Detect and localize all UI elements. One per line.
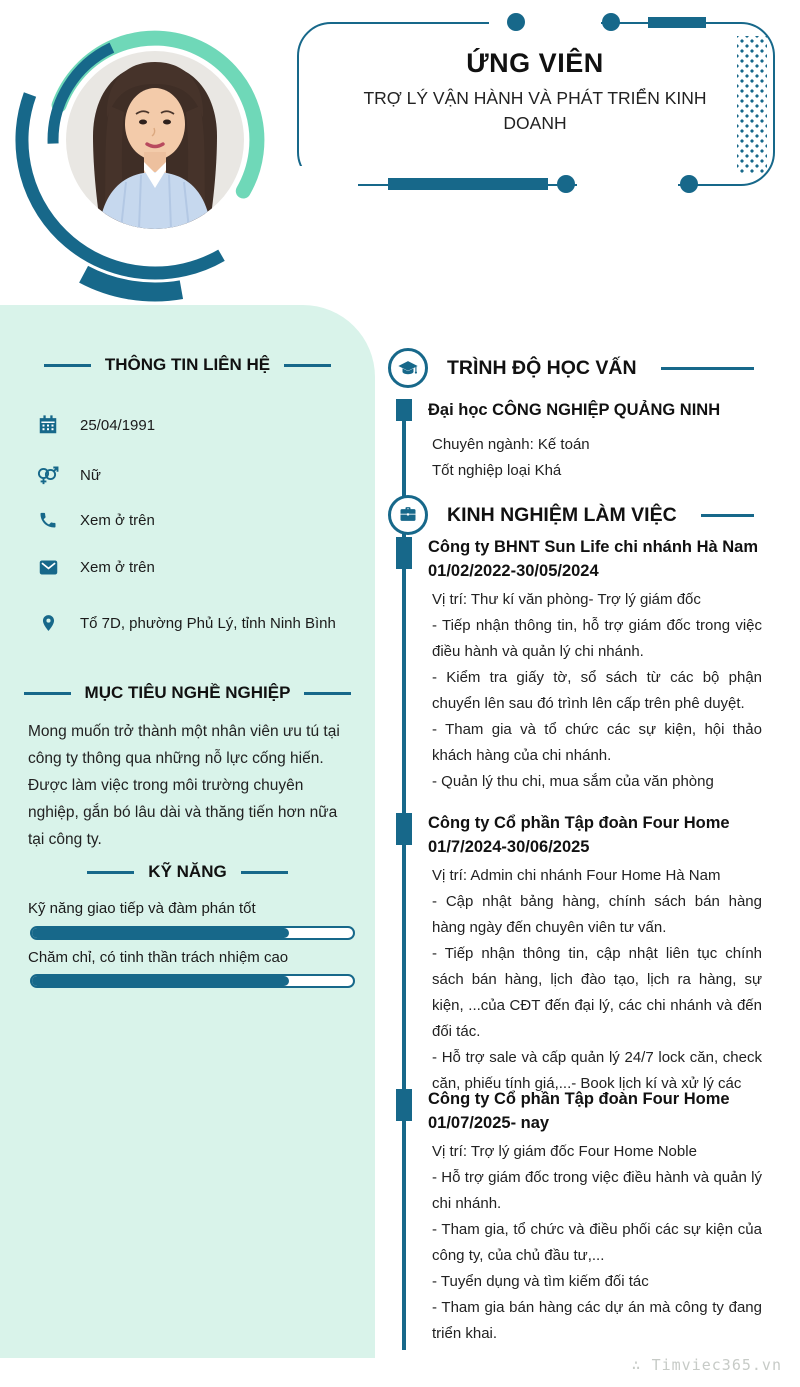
experience-section-header bbox=[388, 495, 764, 535]
job-title bbox=[428, 535, 758, 583]
job-position: Vị trí: Trợ lý giám đốc Four Home Noble bbox=[432, 1143, 697, 1160]
graduation-cap-icon bbox=[388, 348, 428, 388]
heading-line bbox=[284, 364, 331, 367]
email-value: Xem ở trên bbox=[80, 558, 155, 576]
education-section-header bbox=[388, 348, 764, 388]
portrait-image bbox=[60, 45, 250, 235]
job-period: 01/02/2022-30/05/2024 bbox=[428, 562, 599, 580]
phone-icon bbox=[36, 508, 60, 532]
job-position: Vị trí: Thư kí văn phòng- Trợ lý giám đốc bbox=[432, 591, 701, 608]
address-value: Tổ 7D, phường Phủ Lý, tỉnh Ninh Bình bbox=[80, 614, 336, 632]
job-bullet: - Hỗ trợ sale và cấp quản lý 24/7 lock căn, check căn, phiếu tính giá,...- Book lịch kí và xử lý các bbox=[432, 1049, 762, 1092]
gender-icon bbox=[36, 463, 60, 487]
education-major: Chuyên ngành: Kế toán bbox=[432, 436, 590, 453]
contact-item-phone bbox=[36, 507, 155, 533]
heading-line bbox=[304, 692, 351, 695]
job-company: Công ty BHNT Sun Life chi nhánh Hà Nam bbox=[428, 538, 759, 556]
skill-bar-fill bbox=[32, 976, 289, 986]
education-heading: TRÌNH ĐỘ HỌC VẤN bbox=[447, 356, 637, 379]
watermark: ∴ Timviec365.vn bbox=[631, 1356, 782, 1374]
job-bullet: - Cập nhật bảng hàng, chính sách bán hàng hàng ngày đến chuyên viên tư vấn. bbox=[432, 893, 762, 936]
heading-line bbox=[661, 367, 754, 370]
job-bullet: - Tuyển dụng và tìm kiếm đối tác bbox=[432, 1273, 649, 1290]
heading-line bbox=[241, 871, 288, 874]
gender-value: Nữ bbox=[80, 466, 101, 484]
job-bullet: - Tham gia, tổ chức và điều phối các sự kiện của công ty, của chủ đầu tư,... bbox=[432, 1221, 762, 1264]
job-description bbox=[432, 587, 762, 795]
candidate-title: ỨNG VIÊN bbox=[466, 48, 604, 78]
job-bullet: - Kiểm tra giấy tờ, sổ sách từ các bộ phận chuyển lên sau đó trình lên cấp trên phê duyệt. bbox=[432, 669, 762, 712]
candidate-subtitle: TRỢ LÝ VẬN HÀNH VÀ PHÁT TRIỂN KINH DOANH bbox=[363, 88, 707, 133]
job-bullet: - Tham gia và tổ chức các sự kiện, hội thảo khách hàng của chi nhánh. bbox=[432, 721, 762, 764]
job-bullet: - Quản lý thu chi, mua sắm của văn phòng bbox=[432, 773, 714, 790]
contact-item-email bbox=[36, 554, 155, 580]
contact-heading: THÔNG TIN LIÊN HỆ bbox=[104, 355, 271, 374]
profile-photo bbox=[5, 12, 315, 312]
phone-value: Xem ở trên bbox=[80, 511, 155, 529]
job-position: Vị trí: Admin chi nhánh Four Home Hà Nam bbox=[432, 867, 721, 884]
job-company: Công ty Cổ phần Tập đoàn Four Home bbox=[428, 1090, 730, 1108]
experience-heading: KINH NGHIỆM LÀM VIỆC bbox=[447, 503, 677, 526]
contact-item-address bbox=[36, 610, 336, 636]
timeline-marker bbox=[396, 813, 412, 845]
job-bullet: - Tiếp nhận thông tin, hỗ trợ giám đốc trong việc điều hành và quản lý chi nhánh. bbox=[432, 617, 762, 660]
objective-text bbox=[28, 718, 350, 853]
objective-heading: MỤC TIÊU NGHỀ NGHIỆP bbox=[84, 683, 291, 702]
email-icon bbox=[36, 555, 60, 579]
heading-line bbox=[701, 514, 754, 517]
calendar-icon bbox=[36, 413, 60, 437]
heading-line bbox=[87, 871, 134, 874]
main-column bbox=[388, 0, 778, 1387]
objective-section-heading bbox=[0, 683, 375, 703]
job-company: Công ty Cổ phần Tập đoàn Four Home bbox=[428, 814, 730, 832]
objective-paragraph: Mong muốn trở thành một nhân viên ưu tú tại công ty thông qua những nỗ lực cống hiến. bbox=[28, 723, 340, 767]
skills-heading: KỸ NĂNG bbox=[148, 862, 227, 881]
skill-bar-fill bbox=[32, 928, 289, 938]
job-description bbox=[432, 863, 762, 1097]
sidebar bbox=[0, 305, 375, 1358]
job-bullet: - Hỗ trợ giám đốc trong việc điều hành và quản lý chi nhánh. bbox=[432, 1169, 762, 1212]
heading-line bbox=[44, 364, 91, 367]
contact-section-heading bbox=[0, 355, 375, 375]
objective-paragraph: Được làm việc trong môi trường chuyên nghiệp, gắn bó lâu dài và thăng tiến hơn nữa tại công ty. bbox=[28, 777, 338, 848]
job-description bbox=[432, 1139, 762, 1347]
heading-line bbox=[24, 692, 71, 695]
job-bullet: - Tiếp nhận thông tin, cập nhật liên tục chính sách bán hàng, lịch đào tạo, lịch ra hàng, sự kiện, ...của CĐT đến đại lý, các chi nhánh và đến đối tác. bbox=[432, 945, 762, 1040]
timeline-marker bbox=[396, 1089, 412, 1121]
timeline-marker bbox=[396, 537, 412, 569]
skill-bar bbox=[30, 926, 355, 940]
education-grade: Tốt nghiệp loại Khá bbox=[432, 462, 562, 479]
contact-item-gender bbox=[36, 462, 101, 488]
job-title bbox=[428, 811, 730, 859]
skills-section-heading bbox=[0, 862, 375, 882]
education-details bbox=[432, 432, 590, 484]
skill-label: Chăm chỉ, có tinh thần trách nhiệm cao bbox=[28, 949, 289, 966]
education-school: Đại học CÔNG NGHIỆP QUẢNG NINH bbox=[428, 401, 721, 419]
contact-item-birthday bbox=[36, 412, 155, 438]
birthday-value: 25/04/1991 bbox=[80, 416, 156, 434]
skill-bar bbox=[30, 974, 355, 988]
job-period: 01/7/2024-30/06/2025 bbox=[428, 838, 590, 856]
job-title bbox=[428, 1087, 730, 1135]
briefcase-icon bbox=[388, 495, 428, 535]
job-period: 01/07/2025- nay bbox=[428, 1114, 550, 1132]
skill-label: Kỹ năng giao tiếp và đàm phán tốt bbox=[28, 900, 256, 917]
location-icon bbox=[36, 611, 60, 635]
timeline-marker bbox=[396, 399, 412, 421]
job-bullet: - Tham gia bán hàng các dự án mà công ty đang triển khai. bbox=[432, 1299, 762, 1342]
